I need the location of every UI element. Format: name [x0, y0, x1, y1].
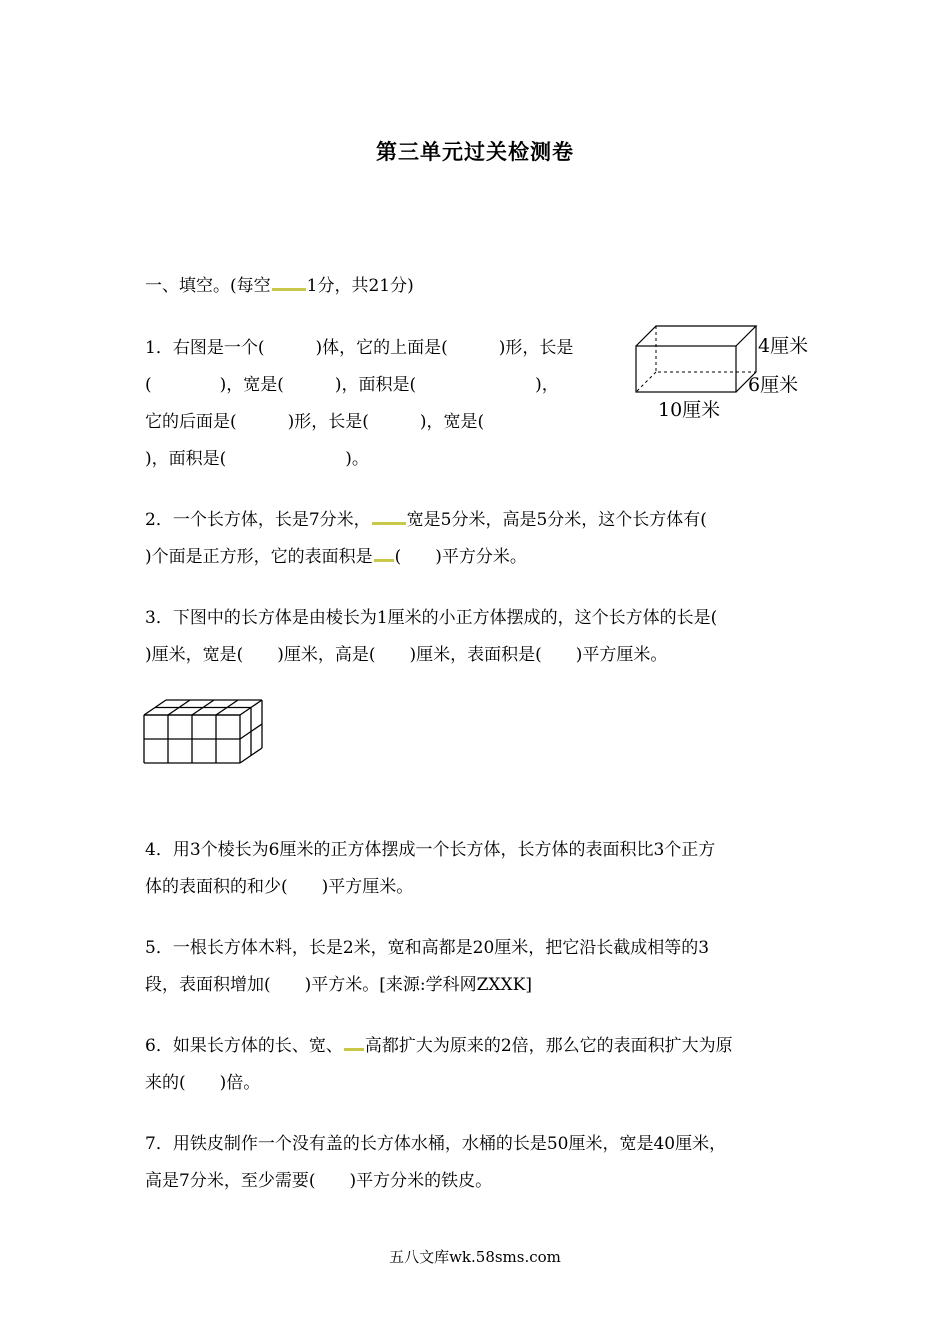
q1-line-1: 1．右图是一个( )体，它的上面是( )形，长是	[145, 338, 574, 358]
section-heading-part-2: 1分，共21分)	[306, 276, 414, 296]
q6-line-1	[145, 1034, 733, 1058]
q2-line-1	[145, 508, 707, 532]
q4-line-1: 4．用3个棱长为6厘米的正方体摆成一个长方体，长方体的表面积比3个正方	[145, 840, 716, 860]
q7-line-2: 高是7分米，至少需要( )平方分米的铁皮。	[145, 1171, 493, 1191]
q2-line-1-part-1: 2．一个长方体，长是7分米，	[145, 510, 371, 530]
q3-line-2: )厘米，宽是( )厘米，高是( )厘米，表面积是( )平方厘米。	[145, 645, 668, 665]
cuboid-hidden-edges	[656, 326, 756, 372]
q2-line-2	[145, 545, 527, 569]
highlight-mark	[344, 1042, 364, 1051]
cuboid-height-label: 4厘米	[758, 335, 809, 357]
cube-stack-figure	[140, 698, 280, 782]
footer-source: 五八文库wk.58sms.com	[389, 1248, 561, 1266]
cuboid-length-label: 10厘米	[658, 399, 721, 421]
q2-line-2-part-1: )个面是正方形，它的表面积是	[145, 547, 373, 567]
cuboid-top-face	[636, 326, 756, 346]
section-heading-part-1: 一、填空。(每空	[145, 276, 271, 296]
q2-line-1-part-2: 宽是5分米，高是5分米，这个长方体有(	[406, 510, 707, 530]
q1-line-3: 它的后面是( )形，长是( )，宽是(	[145, 412, 485, 432]
highlight-mark	[272, 282, 306, 291]
q5-line-1: 5．一根长方体木料，长是2米，宽和高都是20厘米，把它沿长截成相等的3	[145, 938, 710, 958]
q4-line-2: 体的表面积的和少( )平方厘米。	[145, 877, 414, 897]
q6-line-1-part-1: 6．如果长方体的长、宽、	[145, 1036, 343, 1056]
q1-line-4: )，面积是( )。	[145, 449, 369, 469]
q3-line-1: 3．下图中的长方体是由棱长为1厘米的小正方体摆成的，这个长方体的长是(	[145, 608, 718, 628]
q6-line-1-part-2: 高都扩大为原来的2倍，那么它的表面积扩大为原	[364, 1036, 733, 1056]
q5-line-2: 段，表面积增加( )平方米。[来源:学科网ZXXK]	[145, 975, 532, 995]
highlight-mark	[374, 553, 394, 562]
cuboid-figure	[620, 318, 820, 428]
q1-line-2: ( )，宽是( )，面积是( )，	[145, 375, 559, 395]
highlight-mark	[372, 516, 406, 525]
cuboid-width-label: 6厘米	[748, 374, 799, 396]
page-title: 第三单元过关检测卷	[376, 139, 574, 164]
q7-line-1: 7．用铁皮制作一个没有盖的长方体水桶，水桶的长是50厘米，宽是40厘米，	[145, 1134, 727, 1154]
q2-line-2-part-2: ( )平方分米。	[394, 547, 527, 567]
q6-line-2: 来的( )倍。	[145, 1073, 261, 1093]
cuboid-front-face	[636, 346, 736, 392]
section-heading	[145, 274, 414, 298]
cuboid-hidden-depth-edge	[636, 372, 656, 392]
